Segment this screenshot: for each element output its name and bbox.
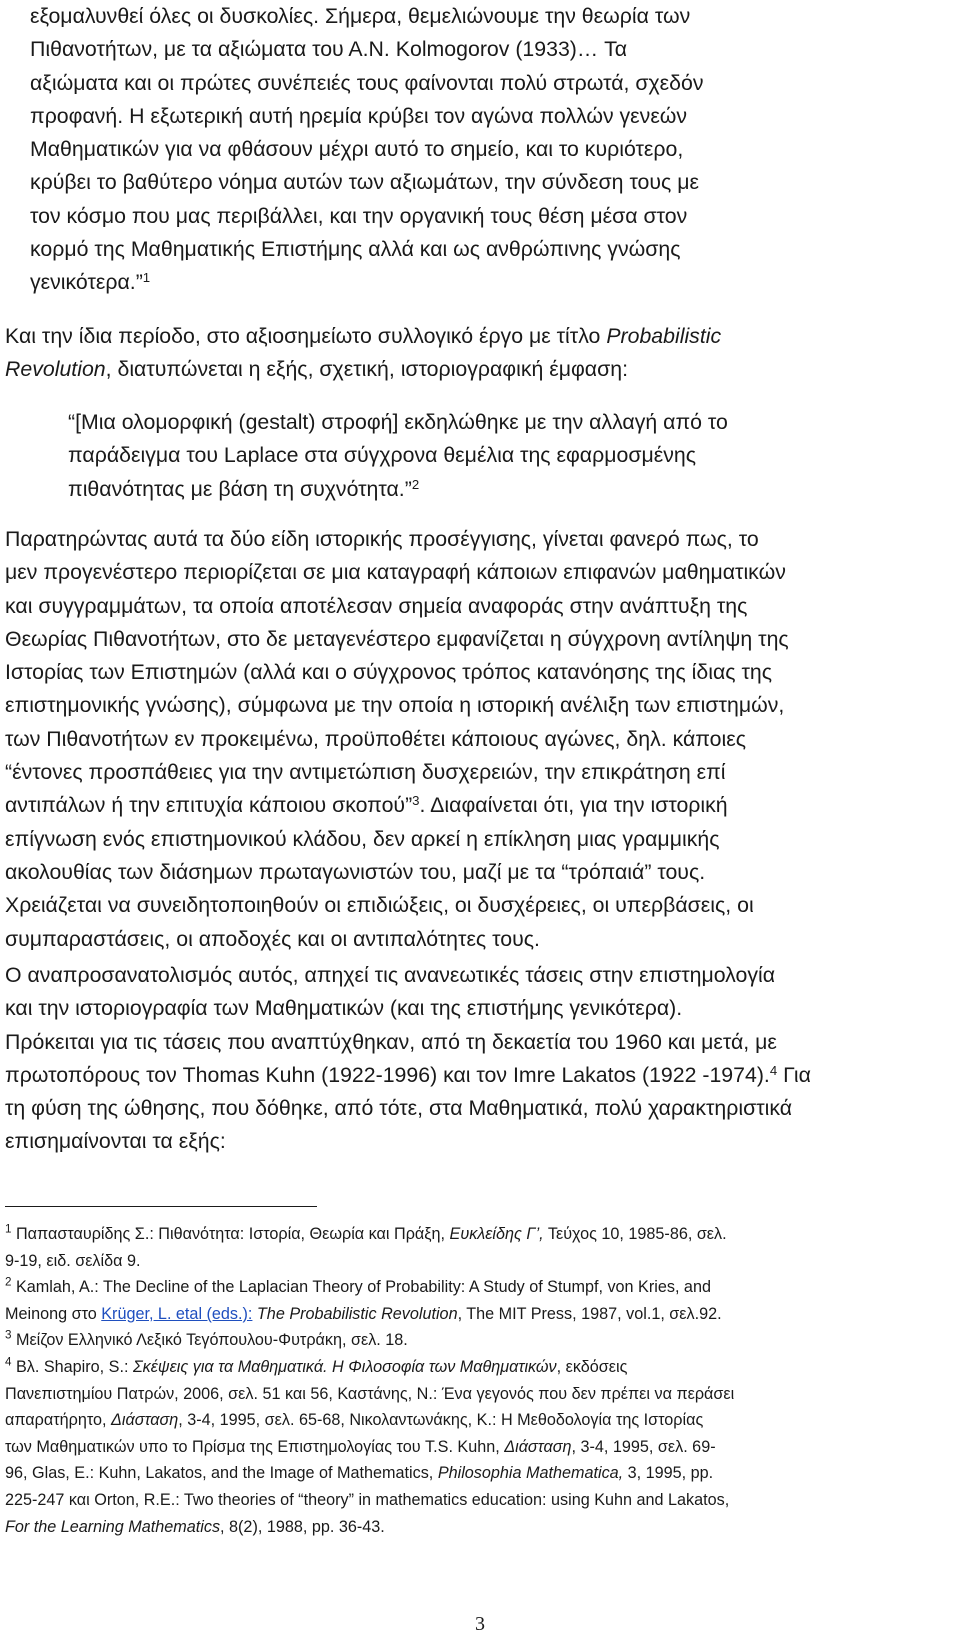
text-line: Μαθηματικών για να φθάσουν μέχρι αυτό το σημείο, και το κυριότερο, — [30, 137, 684, 162]
text-line: Χρειάζεται να συνειδητοποιηθούν οι επιδιώξεις, οι δυσχέρειες, οι υπερβάσεις, οι — [5, 893, 754, 918]
text-segment: των Μαθηματικών υπο το Πρίσμα της Επιστημολογίας του T.S. Kuhn, — [5, 1437, 505, 1456]
italic-title: Διάσταση — [504, 1437, 572, 1456]
footnote-number: 3 — [5, 1328, 12, 1342]
text-line — [5, 789, 920, 822]
text-line — [5, 1059, 920, 1092]
footnotes — [5, 1221, 920, 1540]
text-segment: , The MIT Press, 1987, vol.1, σελ.92. — [457, 1304, 722, 1323]
text-segment: 3, 1995, pp. — [623, 1464, 714, 1483]
italic-title: The Probabilistic Revolution — [256, 1304, 458, 1323]
text-line — [68, 473, 918, 506]
text-segment: , 3-4, 1995, σελ. 65-68, Νικολαντωνάκης, Κ.: Η Μεθοδολογία της Ιστορίας — [178, 1411, 704, 1430]
page-number: 3 — [475, 1613, 485, 1635]
text-segment: , διατυπώνεται η εξής, σχετική, ιστοριογραφική έμφαση: — [105, 357, 629, 382]
text-line — [5, 1301, 920, 1328]
footnote-ref-1[interactable]: 1 — [142, 270, 151, 286]
text-line: “[Μια ολομορφική (gestalt) στροφή] εκδηλώθηκε με την αλλαγή από το — [68, 410, 728, 434]
italic-title: Διάσταση — [111, 1411, 179, 1430]
italic-title: Philosophia Mathematica, — [437, 1464, 624, 1483]
text-line: “έντονες προσπάθειες για την αντιμετώπιση δυσχερειών, την επικράτηση επί — [5, 760, 726, 785]
paragraph-continued-quote — [30, 0, 910, 300]
text-line: Πανεπιστημίου Πατρών, 2006, σελ. 51 και 56, Καστάνης, Ν.: Ένα γεγονός που δεν πρέπει να περάσει — [5, 1384, 735, 1403]
footnote-ref-3[interactable]: 3 — [412, 793, 420, 809]
text-segment: Βλ. Shapiro, S.: — [11, 1357, 133, 1376]
text-segment: Για — [777, 1062, 811, 1087]
text-line — [5, 1460, 920, 1487]
text-line: κρύβει το βαθύτερο νόημα αυτών των αξιωμάτων, την σύνδεση τους με — [30, 170, 699, 195]
text-segment: 96, Glas, E.: Kuhn, Lakatos, and the Image of Mathematics, — [5, 1464, 438, 1483]
text-line: επιστημονικής γνώσης), σύμφωνα με την οποία η ιστορική ανέλιξη των επιστημών, — [5, 693, 785, 718]
text-line: και συγγραμμάτων, τα οποία αποτέλεσαν σημεία αναφοράς στην ανάπτυξη της — [5, 593, 748, 618]
text-line: 225-247 και Orton, R.E.: Two theories of “theory” in mathematics education: using Kuhn and Lakatos, — [5, 1490, 730, 1509]
text-segment: Kamlah, A.: The Decline of the Laplacian Theory of Probability: A Study of Stumpf, von Kries, and — [11, 1278, 711, 1297]
text-line: Πρόκειται για τις τάσεις που αναπτύχθηκαν, από τη δεκαετία του 1960 και μετά, με — [5, 1029, 777, 1054]
text-line: ακολουθίας των διάσημων πρωταγωνιστών του, μαζί με τα “τρόπαιά” τους. — [5, 859, 706, 884]
text-line: μεν προγενέστερο περιορίζεται σε μια καταγραφή κάποιων επιφανών μαθηματικών — [5, 560, 786, 585]
text-segment: . Διαφαίνεται ότι, για την ιστορική — [419, 793, 728, 818]
text-line: Θεωρίας Πιθανοτήτων, στο δε μεταγενέστερο εμφανίζεται η σύγχρονη αντίληψη της — [5, 626, 789, 651]
footnote-2 — [5, 1274, 920, 1301]
text-line — [5, 1434, 920, 1461]
italic-title: Ευκλείδης Γ’, — [449, 1225, 544, 1243]
text-line — [30, 266, 910, 299]
text-segment: , 3-4, 1995, σελ. 69- — [571, 1437, 716, 1456]
text-line: παράδειγμα του Laplace στα σύγχρονα θεμέλια της εφαρμοσμένης — [68, 443, 696, 468]
text-line: εξομαλυνθεί όλες οι δυσκολίες. Σήμερα, θεμελιώνουμε την θεωρία των — [30, 4, 691, 28]
paragraph-historical-approach — [5, 523, 920, 956]
text-segment: πιθανότητας με βάση τη συχνότητα.” — [68, 476, 412, 501]
text-segment: απαρατήρητο, — [5, 1411, 111, 1430]
text-line: συμπαραστάσεις, οι αποδοχές και οι αντιπαλότητες τους. — [5, 926, 540, 951]
footnote-separator — [5, 1206, 317, 1207]
text-line — [5, 1407, 920, 1434]
text-line: επίγνωση ενός επιστημονικού κλάδου, δεν αρκεί η επίκληση μιας γραμμικής — [5, 826, 720, 851]
text-segment: Τεύχος 10, 1985-86, σελ. — [543, 1225, 727, 1243]
text-line: Παρατηρώντας αυτά τα δύο είδη ιστορικής προσέγγισης, γίνεται φανερό πως, το — [5, 527, 759, 551]
text-line: 9-19, ειδ. σελίδα 9. — [5, 1251, 141, 1270]
text-line: Ο αναπροσανατολισμός αυτός, απηχεί τις ανανεωτικές τάσεις στην επιστημολογία — [5, 963, 776, 987]
text-segment: Και την ίδια περίοδο, στο αξιοσημείωτο συλλογικό έργο με τίτλο — [5, 324, 601, 348]
text-line: τον κόσμο που μας περιβάλλει, και την οργανική τους θέση μέσα στον — [30, 203, 688, 228]
text-segment: , εκδόσεις — [556, 1357, 628, 1376]
paragraph-probabilistic-revolution — [5, 320, 920, 387]
text-segment: Μείζον Ελληνικό Λεξικό Τεγόπουλου-Φυτράκη, σελ. 18. — [11, 1331, 408, 1350]
text-segment: Meinong στο — [5, 1304, 102, 1323]
text-line — [5, 353, 920, 386]
text-line: προφανή. Η εξωτερική αυτή ηρεμία κρύβει τον αγώνα πολλών γενεών — [30, 103, 688, 128]
text-line: Πιθανοτήτων, με τα αξιώματα του Α.Ν. Kolmogorov (1933)… Τα — [30, 37, 628, 62]
paragraph-reorientation — [5, 959, 920, 1159]
footnote-1 — [5, 1221, 920, 1248]
footnote-ref-4[interactable]: 4 — [769, 1062, 778, 1078]
text-line: των Πιθανοτήτων εν προκειμένω, προϋποθέτει κάποιους αγώνες, δηλ. κάποιες — [5, 726, 746, 751]
footnote-ref-2[interactable]: 2 — [411, 476, 420, 492]
text-line: και την ιστοριογραφία των Μαθηματικών (και της επιστήμης γενικότερα). — [5, 996, 683, 1021]
block-quote — [68, 406, 918, 506]
italic-title: Probabilistic — [606, 324, 722, 348]
text-segment: , 8(2), 1988, pp. 36-43. — [220, 1517, 385, 1536]
footnote-4 — [5, 1354, 920, 1381]
text-line: αξιώματα και οι πρώτες συνέπειές τους φαίνονται πολύ στρωτά, σχεδόν — [30, 70, 704, 95]
editors-link[interactable]: Krüger, L. etal (eds.): — [101, 1304, 253, 1323]
text-segment: αντιπάλων ή την επιτυχία κάποιου σκοπού” — [5, 793, 413, 818]
footnote-number: 1 — [5, 1222, 12, 1236]
text-line — [5, 320, 920, 353]
italic-title: Σκέψεις για τα Μαθηματικά. Η Φιλοσοφία των Μαθηματικών — [132, 1357, 557, 1376]
text-line — [5, 1514, 920, 1541]
text-segment: πρωτοπόρους τον Thomas Kuhn (1922-1996) και τον Imre Lakatos (1922 -1974). — [5, 1062, 770, 1087]
text-line: κορμό της Μαθηματικής Επιστήμης αλλά και ως ανθρώπινης γνώσης — [30, 237, 681, 262]
text-segment: Παπασταυρίδης Σ.: Πιθανότητα: Ιστορία, Θεωρία και Πράξη, — [11, 1225, 450, 1243]
text-line: επισημαίνονται τα εξής: — [5, 1129, 226, 1154]
footnote-number: 4 — [5, 1355, 12, 1369]
italic-title: Revolution — [5, 357, 106, 382]
text-segment: γενικότερα.” — [30, 270, 143, 295]
footnote-3 — [5, 1327, 920, 1354]
text-line: τη φύση της ώθησης, που δόθηκε, από τότε, στα Μαθηματικά, πολύ χαρακτηριστικά — [5, 1096, 793, 1121]
text-line: Ιστορίας των Επιστημών (αλλά και ο σύγχρονος τρόπος κατανόησης της ίδιας της — [5, 660, 773, 685]
footnote-number: 2 — [5, 1275, 12, 1289]
italic-title: For the Learning Mathematics — [5, 1517, 221, 1536]
